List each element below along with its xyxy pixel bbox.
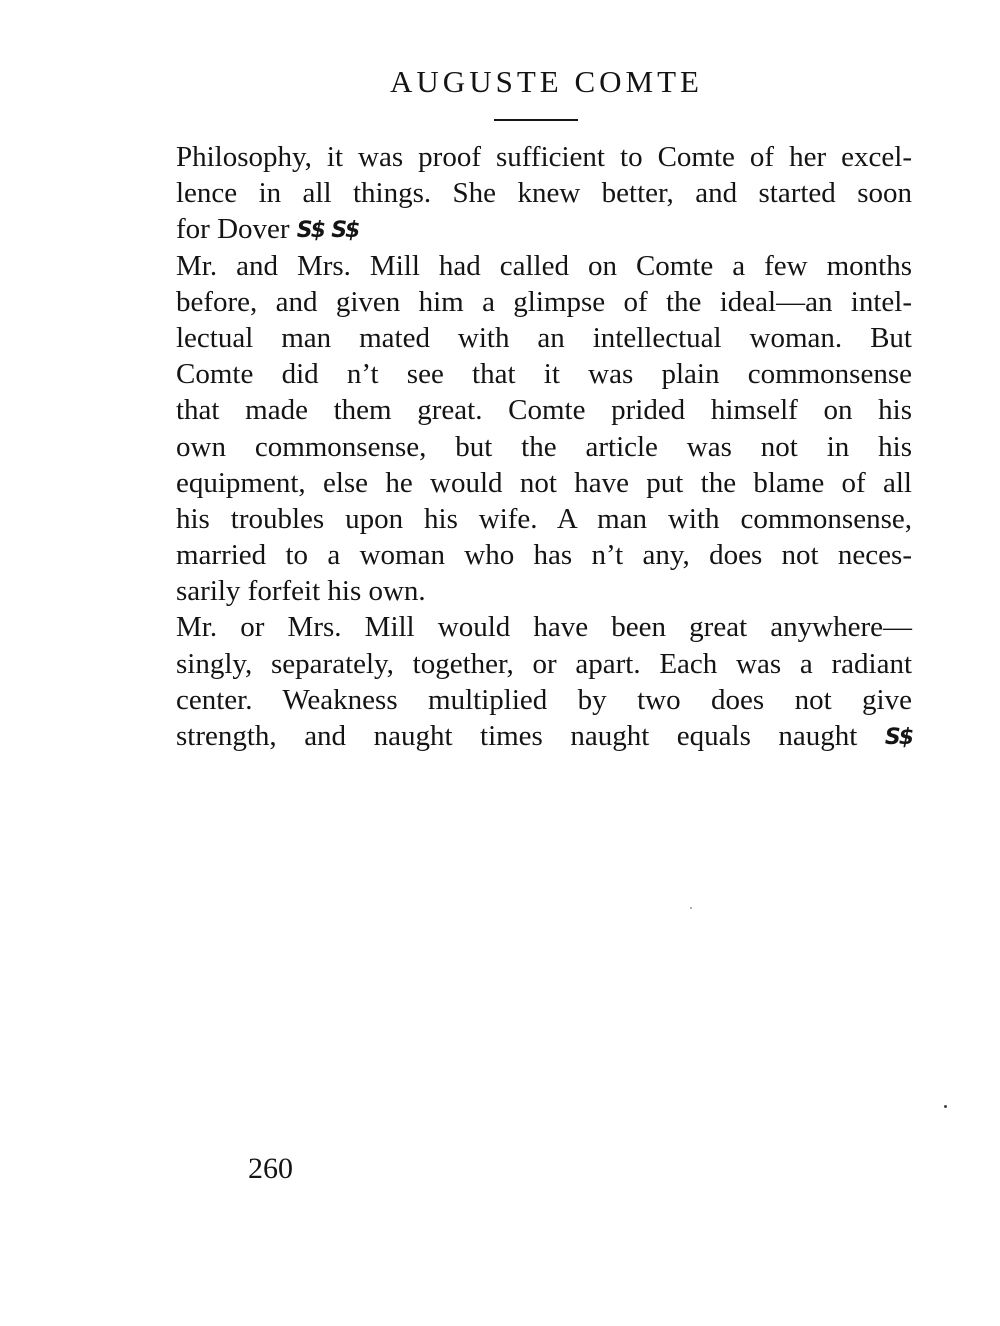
text-line: before, and given him a glimpse of the ideal—an intel- <box>176 285 912 318</box>
text-line: Philosophy, it was proof sufficient to Comte of her excel- <box>176 141 912 173</box>
text-line: Comte did n’t see that it was plain commonsense <box>176 358 912 391</box>
text-line: strength, and naught times naught equals naught S$ <box>176 718 912 754</box>
fleuron-ornament: S$ <box>296 218 324 244</box>
text-line: for Dover S$ S$ <box>176 211 912 247</box>
body-text <box>176 139 912 754</box>
text-line: lectual man mated with an intellectual woman. But <box>176 321 912 354</box>
page-number: 260 <box>248 1152 293 1185</box>
text-line: his troubles upon his wife. A man with commonsense, <box>176 502 912 535</box>
fleuron-ornament: S$ <box>884 725 912 750</box>
head-rule <box>494 119 578 121</box>
text-line: lence in all things. She knew better, and started soon <box>176 177 912 210</box>
text-line: center. Weakness multiplied by two does not give <box>176 683 912 716</box>
text-line: singly, separately, together, or apart. Each was a radiant <box>176 647 912 680</box>
text-line: own commonsense, but the article was not in his <box>176 430 912 463</box>
running-head: AUGUSTE COMTE <box>390 64 703 99</box>
scan-speck <box>690 907 692 909</box>
text-line: Mr. or Mrs. Mill would have been great anywhere— <box>176 611 912 644</box>
text-line: sarily forfeit his own. <box>176 575 426 608</box>
text-line: that made them great. Comte prided himself on his <box>176 394 912 427</box>
fleuron-ornament: S$ <box>331 218 359 244</box>
text-line: Mr. and Mrs. Mill had called on Comte a few months <box>176 249 912 282</box>
text-line: equipment, else he would not have put the blame of all <box>176 466 912 499</box>
text-line: married to a woman who has n’t any, does not neces- <box>176 539 912 572</box>
scan-speck <box>944 1105 947 1108</box>
